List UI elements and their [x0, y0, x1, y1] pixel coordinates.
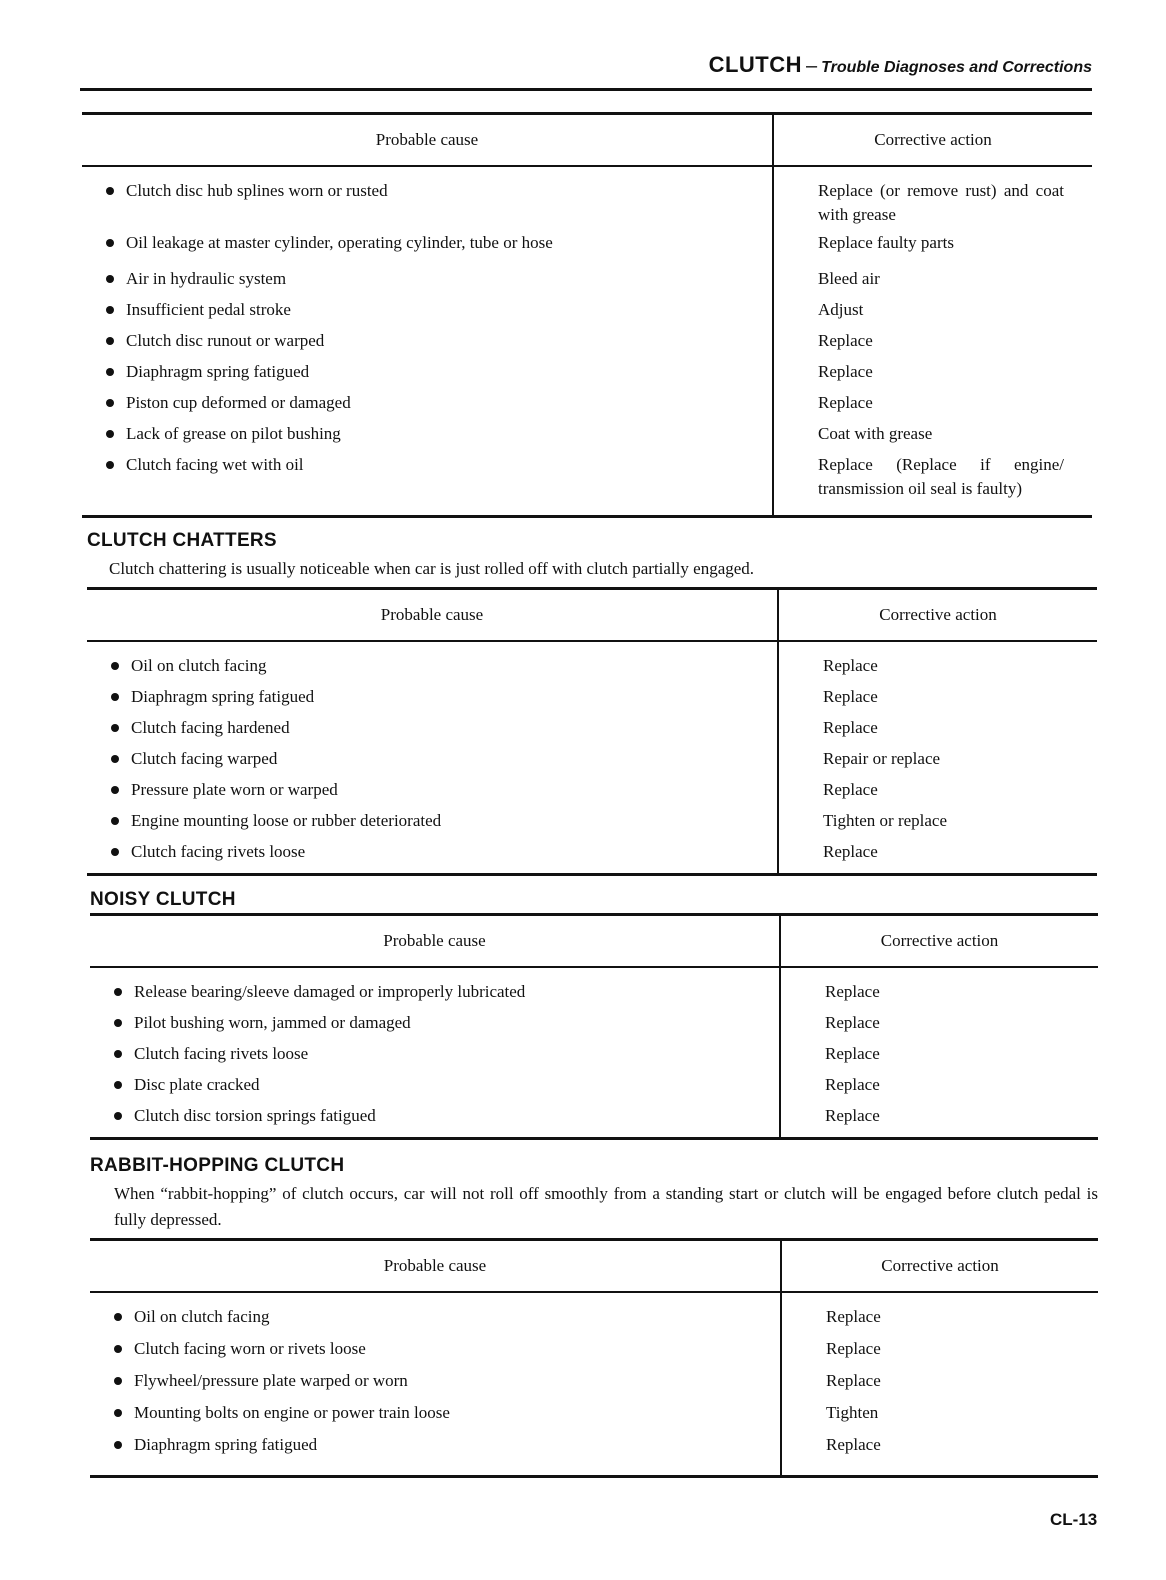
cause-text: Disc plate cracked	[134, 1075, 260, 1094]
probable-cause-cell	[90, 1369, 781, 1401]
cause-text: Lack of grease on pilot bushing	[126, 424, 341, 443]
corrective-action-cell: Replace	[818, 393, 873, 412]
probable-cause-cell	[87, 641, 778, 685]
bullet-icon	[114, 1313, 122, 1321]
section-description: When “rabbit-hopping” of clutch occurs, car will not roll off smoothly from a standing start or clutch will be engaged before clutch pedal is fully depressed.	[114, 1184, 1098, 1229]
corrective-action-cell: Bleed air	[818, 269, 880, 288]
noisy-section	[90, 889, 1098, 1140]
probable-cause-cell	[90, 1104, 780, 1139]
bullet-icon	[114, 1050, 122, 1058]
table-row	[90, 1292, 1098, 1337]
bullet-icon	[106, 275, 114, 283]
corrective-action-header: Corrective action	[773, 114, 1092, 167]
table-row	[82, 267, 1092, 298]
probable-cause-header: Probable cause	[87, 589, 778, 642]
cause-text: Clutch disc runout or warped	[126, 331, 325, 350]
bullet-icon	[106, 461, 114, 469]
cause-text: Diaphragm spring fatigued	[126, 362, 310, 381]
table-row	[82, 422, 1092, 453]
cause-text: Flywheel/pressure plate warped or worn	[134, 1371, 408, 1390]
corrective-action-header: Corrective action	[778, 589, 1097, 642]
cause-text: Release bearing/sleeve damaged or improperly lubricated	[134, 982, 526, 1001]
bullet-icon	[114, 988, 122, 996]
cause-text: Oil leakage at master cylinder, operating cylinder, tube or hose	[126, 233, 553, 252]
table-row	[87, 716, 1097, 747]
corrective-action-cell: Replace	[826, 1307, 881, 1326]
bullet-icon	[111, 724, 119, 732]
corrective-action-header: Corrective action	[780, 915, 1098, 968]
probable-cause-cell	[90, 967, 780, 1011]
table-row	[87, 778, 1097, 809]
chatters-section	[87, 530, 1097, 876]
corrective-action-cell: Replace	[780, 1104, 1098, 1139]
table-row	[90, 1011, 1098, 1042]
probable-cause-cell	[90, 1042, 780, 1073]
cause-text: Diaphragm spring fatigued	[134, 1435, 318, 1454]
cause-text: Insufficient pedal stroke	[126, 300, 291, 319]
corrective-action-cell: Replace	[823, 718, 878, 737]
cause-text: Clutch facing rivets loose	[131, 842, 306, 861]
page-number: CL-13	[1050, 1510, 1098, 1529]
corrective-action-cell: Replace	[826, 1371, 881, 1390]
probable-cause-cell	[90, 1401, 781, 1433]
header-subtitle: Trouble Diagnoses and Corrections	[821, 59, 1092, 76]
table-row	[87, 747, 1097, 778]
table-row	[87, 809, 1097, 840]
cause-text: Piston cup deformed or damaged	[126, 393, 351, 412]
corrective-action-cell: Tighten or replace	[823, 811, 948, 830]
cause-text: Engine mounting loose or rubber deteriorated	[131, 811, 442, 830]
cause-text: Oil on clutch facing	[134, 1307, 270, 1326]
cause-text: Oil on clutch facing	[131, 656, 267, 675]
table1-block	[82, 112, 1092, 518]
probable-cause-cell	[82, 422, 773, 453]
table-row	[90, 1433, 1098, 1477]
corrective-action-cell: Replace	[826, 1339, 881, 1358]
bullet-icon	[106, 337, 114, 345]
corrective-action-cell: Replace	[825, 1075, 880, 1094]
section-description: Clutch chattering is usually noticeable when car is just rolled off with clutch partially engaged.	[109, 559, 755, 578]
corrective-action-cell: Replace faulty parts	[818, 233, 954, 252]
bullet-icon	[106, 239, 114, 247]
header-separator: –	[806, 55, 818, 77]
table-row	[87, 840, 1097, 875]
bullet-icon	[106, 187, 114, 195]
cause-text: Clutch disc torsion springs fatigued	[134, 1106, 376, 1125]
bullet-icon	[111, 662, 119, 670]
table-row	[82, 231, 1092, 267]
cause-text: Pressure plate worn or warped	[131, 780, 338, 799]
bullet-icon	[111, 817, 119, 825]
corrective-action-cell: Replace	[823, 780, 878, 799]
corrective-action-cell: Replace	[778, 840, 1097, 875]
cause-text: Clutch facing wet with oil	[126, 455, 304, 474]
bullet-icon	[111, 755, 119, 763]
probable-cause-header: Probable cause	[90, 915, 780, 968]
table-row	[90, 1104, 1098, 1139]
corrective-action-cell: Replace	[818, 331, 873, 350]
probable-cause-cell	[82, 360, 773, 391]
cause-text: Clutch facing worn or rivets loose	[134, 1339, 366, 1358]
probable-cause-cell	[90, 1073, 780, 1104]
table-row	[90, 1337, 1098, 1369]
bullet-icon	[111, 848, 119, 856]
table-row	[82, 360, 1092, 391]
table-header-row	[87, 589, 1097, 642]
bullet-icon	[111, 786, 119, 794]
corrective-action-cell: Replace (Replace if engine/ transmission oil seal is faulty)	[773, 453, 1092, 517]
table-header-row	[90, 1240, 1098, 1293]
corrective-action-cell: Tighten	[826, 1403, 879, 1422]
corrective-action-cell: Replace	[781, 1433, 1098, 1477]
corrective-action-cell: Replace	[823, 687, 878, 706]
probable-cause-header: Probable cause	[82, 114, 773, 167]
corrective-action-cell: Replace	[823, 656, 878, 675]
cause-text: Clutch facing rivets loose	[134, 1044, 309, 1063]
probable-cause-cell	[87, 809, 778, 840]
table-row	[87, 685, 1097, 716]
table-row	[82, 453, 1092, 517]
probable-cause-cell	[87, 685, 778, 716]
table-row	[82, 166, 1092, 231]
diagnosis-table-noisy	[90, 913, 1098, 1140]
table-row	[90, 1042, 1098, 1073]
bullet-icon	[111, 693, 119, 701]
corrective-action-header: Corrective action	[781, 1240, 1098, 1293]
probable-cause-header: Probable cause	[90, 1240, 781, 1293]
bullet-icon	[106, 306, 114, 314]
diagnosis-table-1	[82, 112, 1092, 518]
table-row	[90, 1073, 1098, 1104]
probable-cause-cell	[82, 166, 773, 231]
table-row	[90, 1369, 1098, 1401]
probable-cause-cell	[82, 231, 773, 267]
table-row	[82, 329, 1092, 360]
cause-text: Pilot bushing worn, jammed or damaged	[134, 1013, 411, 1032]
table-row	[82, 391, 1092, 422]
probable-cause-cell	[87, 778, 778, 809]
page-header	[80, 52, 1092, 91]
cause-text: Clutch disc hub splines worn or rusted	[126, 181, 388, 200]
cause-text: Clutch facing warped	[131, 749, 278, 768]
probable-cause-cell	[87, 716, 778, 747]
cause-text: Mounting bolts on engine or power train loose	[134, 1403, 450, 1422]
bullet-icon	[106, 368, 114, 376]
probable-cause-cell	[82, 298, 773, 329]
table-header-row	[90, 915, 1098, 968]
corrective-action-cell: Replace	[825, 1044, 880, 1063]
table-header-row	[82, 114, 1092, 167]
bullet-icon	[114, 1377, 122, 1385]
probable-cause-cell	[90, 1011, 780, 1042]
corrective-action-cell: Replace (or remove rust) and coat with grease	[818, 181, 1064, 224]
cause-text: Diaphragm spring fatigued	[131, 687, 315, 706]
probable-cause-cell	[90, 1433, 781, 1477]
cause-text: Air in hydraulic system	[126, 269, 287, 288]
corrective-action-cell: Replace	[825, 982, 880, 1001]
bullet-icon	[114, 1019, 122, 1027]
corrective-action-cell: Replace	[825, 1013, 880, 1032]
bullet-icon	[106, 430, 114, 438]
probable-cause-cell	[90, 1337, 781, 1369]
table-row	[82, 298, 1092, 329]
section-title: CLUTCH CHATTERS	[87, 530, 277, 551]
table-row	[90, 967, 1098, 1011]
probable-cause-cell	[87, 747, 778, 778]
bullet-icon	[114, 1112, 122, 1120]
probable-cause-cell	[82, 267, 773, 298]
diagnosis-table-chatters	[87, 587, 1097, 876]
header-title: CLUTCH	[708, 52, 802, 77]
probable-cause-cell	[82, 329, 773, 360]
probable-cause-cell	[82, 453, 773, 517]
diagnosis-table-rabbit	[90, 1238, 1098, 1478]
section-title: RABBIT-HOPPING CLUTCH	[90, 1155, 345, 1176]
corrective-action-cell: Replace	[818, 362, 873, 381]
cause-text: Clutch facing hardened	[131, 718, 290, 737]
probable-cause-cell	[87, 840, 778, 875]
probable-cause-cell	[82, 391, 773, 422]
corrective-action-cell: Adjust	[818, 300, 864, 319]
bullet-icon	[114, 1409, 122, 1417]
bullet-icon	[114, 1345, 122, 1353]
section-title: NOISY CLUTCH	[90, 889, 236, 910]
table-row	[87, 641, 1097, 685]
rabbit-section	[90, 1155, 1098, 1478]
bullet-icon	[106, 399, 114, 407]
probable-cause-cell	[90, 1292, 781, 1337]
corrective-action-cell: Repair or replace	[823, 749, 941, 768]
bullet-icon	[114, 1081, 122, 1089]
bullet-icon	[114, 1441, 122, 1449]
corrective-action-cell: Coat with grease	[818, 424, 933, 443]
table-row	[90, 1401, 1098, 1433]
